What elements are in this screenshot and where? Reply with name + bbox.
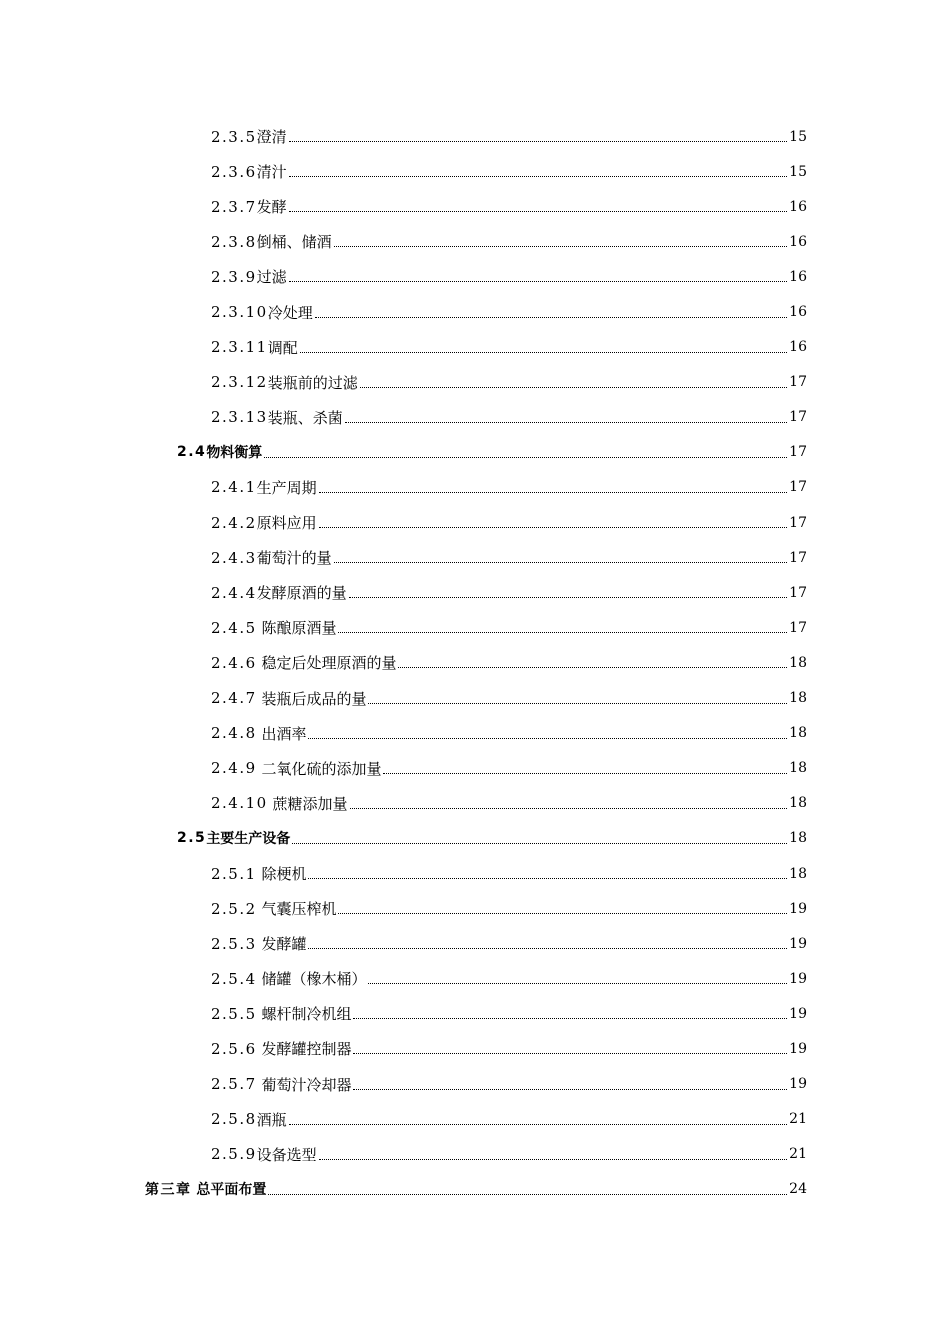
toc-dot-leader <box>338 913 787 914</box>
toc-dot-leader <box>360 387 787 388</box>
toc-dot-leader <box>289 176 787 177</box>
toc-entry-page-number: 18 <box>789 865 807 882</box>
toc-dot-leader <box>353 1018 787 1019</box>
toc-entry-page-number: 19 <box>789 935 807 952</box>
toc-dot-leader <box>353 1089 787 1090</box>
toc-dot-leader <box>350 808 788 809</box>
toc-entry[interactable] <box>0 926 807 961</box>
toc-entry-number: 2.4.3 <box>211 548 257 567</box>
toc-entry-page-number: 18 <box>789 725 807 742</box>
toc-entry-title: 澄清 <box>256 128 287 147</box>
toc-entry-title: 冷处理 <box>267 303 313 322</box>
toc-entry[interactable] <box>0 681 807 716</box>
toc-dot-leader <box>289 281 787 282</box>
toc-entry[interactable] <box>0 330 807 365</box>
toc-entry-page-number: 16 <box>789 198 807 215</box>
toc-entry[interactable] <box>0 400 807 435</box>
toc-dot-leader <box>319 527 787 528</box>
toc-entry-title: 葡萄汁的量 <box>256 549 332 568</box>
toc-dot-leader <box>338 632 787 633</box>
toc-entry[interactable] <box>0 435 807 470</box>
toc-entry-page-number: 21 <box>789 1146 807 1163</box>
toc-entry-page-number: 18 <box>789 830 807 847</box>
toc-entry-title: 原料应用 <box>256 514 317 533</box>
toc-entry[interactable] <box>0 189 807 224</box>
toc-entry-page-number: 19 <box>789 1005 807 1022</box>
toc-entry-number: 2.4.6 <box>211 653 257 672</box>
toc-entry-title: 螺杆制冷机组 <box>256 1005 352 1024</box>
toc-entry-title: 稳定后处理原酒的量 <box>256 654 397 673</box>
toc-dot-leader <box>368 983 787 984</box>
toc-entry-page-number: 19 <box>789 1040 807 1057</box>
toc-entry-page-number: 24 <box>789 1181 807 1198</box>
toc-entry-number: 2.5.3 <box>211 934 257 953</box>
toc-entry-number: 2.4.10 <box>211 794 268 813</box>
toc-entry-page-number: 15 <box>789 128 807 145</box>
toc-entry-page-number: 19 <box>789 900 807 917</box>
toc-entry-title: 装瓶前的过滤 <box>267 373 358 392</box>
toc-entry-page-number: 16 <box>789 268 807 285</box>
toc-entry-title: 二氧化硫的添加量 <box>256 759 382 778</box>
toc-entry-number: 2.3.7 <box>211 197 257 216</box>
toc-entry[interactable] <box>0 224 807 259</box>
toc-dot-leader <box>334 562 787 563</box>
toc-entry-number: 第三章 <box>145 1182 192 1199</box>
toc-entry-page-number: 18 <box>789 690 807 707</box>
toc-dot-leader <box>300 352 787 353</box>
toc-entry[interactable] <box>0 1031 807 1066</box>
toc-entry-title: 生产周期 <box>256 478 317 497</box>
toc-dot-leader <box>308 738 787 739</box>
toc-entry-page-number: 19 <box>789 1076 807 1093</box>
toc-entry-number: 2.4.9 <box>211 759 257 778</box>
toc-entry-title: 主要生产设备 <box>206 831 291 848</box>
toc-dot-leader <box>289 141 787 142</box>
toc-entry-number: 2.5.2 <box>211 899 257 918</box>
toc-entry-title: 除梗机 <box>256 865 307 884</box>
toc-dot-leader <box>289 211 787 212</box>
toc-entry[interactable] <box>0 470 807 505</box>
toc-entry[interactable] <box>0 961 807 996</box>
toc-dot-leader <box>353 1053 787 1054</box>
toc-entry-number: 2.3.11 <box>211 338 268 357</box>
toc-entry[interactable] <box>0 996 807 1031</box>
toc-entry-title: 发酵罐 <box>256 935 307 954</box>
toc-entry-number: 2.4.2 <box>211 513 257 532</box>
toc-entry[interactable] <box>0 645 807 680</box>
toc-entry-page-number: 21 <box>789 1111 807 1128</box>
toc-entry-number: 2.3.10 <box>211 303 268 322</box>
toc-dot-leader <box>319 492 787 493</box>
toc-entry[interactable] <box>0 610 807 645</box>
toc-entry-number: 2.5.4 <box>211 969 257 988</box>
toc-entry-number: 2.4 <box>177 444 207 461</box>
toc-entry-number: 2.5.1 <box>211 864 257 883</box>
toc-entry-number: 2.5.6 <box>211 1039 257 1058</box>
toc-entry-number: 2.3.6 <box>211 162 257 181</box>
toc-entry-title: 气囊压榨机 <box>256 900 337 919</box>
toc-entry[interactable] <box>0 154 807 189</box>
toc-entry-title: 储罐（橡木桶） <box>256 970 367 989</box>
toc-entry-page-number: 17 <box>789 444 807 461</box>
toc-entry[interactable] <box>0 259 807 294</box>
toc-entry-title: 物料衡算 <box>206 445 263 462</box>
toc-entry-page-number: 16 <box>789 304 807 321</box>
toc-entry-page-number: 17 <box>789 619 807 636</box>
toc-entry-page-number: 15 <box>789 163 807 180</box>
toc-entry[interactable] <box>0 1067 807 1102</box>
toc-dot-leader <box>345 422 787 423</box>
toc-entry-number: 2.5 <box>177 830 207 847</box>
toc-entry-title: 装瓶、杀菌 <box>267 408 343 427</box>
toc-dot-leader <box>319 1159 787 1160</box>
toc-entry-number: 2.3.9 <box>211 267 257 286</box>
toc-entry-number: 2.4.1 <box>211 478 257 497</box>
toc-dot-leader <box>268 1194 787 1195</box>
toc-entry-page-number: 17 <box>789 479 807 496</box>
toc-entry-title: 发酵 <box>256 198 287 217</box>
toc-dot-leader <box>398 667 787 668</box>
toc-entry-title: 清汁 <box>256 163 287 182</box>
toc-entry-title: 倒桶、储酒 <box>256 233 332 252</box>
toc-entry-page-number: 16 <box>789 233 807 250</box>
toc-entry-title: 装瓶后成品的量 <box>256 689 367 708</box>
toc-entry-title: 设备选型 <box>256 1145 317 1164</box>
toc-entry-page-number: 19 <box>789 970 807 987</box>
toc-entry-number: 2.5.9 <box>211 1145 257 1164</box>
toc-entry-title: 调配 <box>267 338 298 357</box>
toc-dot-leader <box>349 597 787 598</box>
toc-entry-page-number: 17 <box>789 584 807 601</box>
table-of-contents <box>0 119 950 1207</box>
toc-entry-number: 2.3.5 <box>211 127 257 146</box>
toc-dot-leader <box>264 457 787 458</box>
toc-entry-title: 出酒率 <box>256 724 307 743</box>
toc-dot-leader <box>315 317 787 318</box>
toc-entry-page-number: 18 <box>789 795 807 812</box>
toc-entry-page-number: 17 <box>789 409 807 426</box>
toc-entry-number: 2.4.4 <box>211 583 257 602</box>
toc-entry[interactable] <box>0 751 807 786</box>
toc-dot-leader <box>383 773 787 774</box>
toc-entry-title: 葡萄汁冷却器 <box>256 1075 352 1094</box>
toc-entry-title: 蔗糖添加量 <box>267 794 348 813</box>
toc-entry-page-number: 18 <box>789 654 807 671</box>
toc-entry[interactable] <box>0 365 807 400</box>
toc-entry[interactable] <box>0 1137 807 1172</box>
toc-entry-title: 过滤 <box>256 268 287 287</box>
toc-entry-number: 2.5.8 <box>211 1110 257 1129</box>
toc-entry-page-number: 17 <box>789 549 807 566</box>
toc-entry-title: 发酵罐控制器 <box>256 1040 352 1059</box>
toc-entry-title: 发酵原酒的量 <box>256 584 347 603</box>
toc-entry-number: 2.3.12 <box>211 373 268 392</box>
toc-entry-number: 2.5.7 <box>211 1075 257 1094</box>
toc-entry-page-number: 17 <box>789 514 807 531</box>
toc-entry[interactable] <box>0 856 807 891</box>
toc-entry-number: 2.4.8 <box>211 724 257 743</box>
toc-entry-number: 2.4.5 <box>211 618 257 637</box>
toc-entry[interactable] <box>0 505 807 540</box>
toc-entry[interactable] <box>0 821 807 856</box>
toc-dot-leader <box>289 1124 787 1125</box>
toc-dot-leader <box>368 703 787 704</box>
toc-dot-leader <box>308 948 787 949</box>
toc-entry[interactable] <box>0 540 807 575</box>
toc-entry-page-number: 17 <box>789 374 807 391</box>
toc-entry[interactable] <box>0 1102 807 1137</box>
toc-entry-page-number: 16 <box>789 339 807 356</box>
toc-entry-number: 2.5.5 <box>211 1004 257 1023</box>
toc-entry-title: 酒瓶 <box>256 1110 287 1129</box>
toc-entry-number: 2.3.13 <box>211 408 268 427</box>
toc-entry[interactable] <box>0 119 807 154</box>
toc-entry[interactable] <box>0 575 807 610</box>
toc-entry[interactable] <box>0 716 807 751</box>
toc-entry[interactable] <box>0 294 807 329</box>
toc-entry[interactable] <box>0 891 807 926</box>
toc-entry-number: 2.4.7 <box>211 689 257 708</box>
toc-entry-page-number: 18 <box>789 760 807 777</box>
toc-dot-leader <box>292 843 787 844</box>
toc-entry[interactable] <box>0 1172 807 1207</box>
toc-entry-title: 陈酿原酒量 <box>256 619 337 638</box>
toc-entry-title: 总平面布置 <box>191 1182 267 1199</box>
toc-dot-leader <box>334 246 787 247</box>
toc-entry[interactable] <box>0 786 807 821</box>
toc-entry-number: 2.3.8 <box>211 232 257 251</box>
toc-dot-leader <box>308 878 787 879</box>
